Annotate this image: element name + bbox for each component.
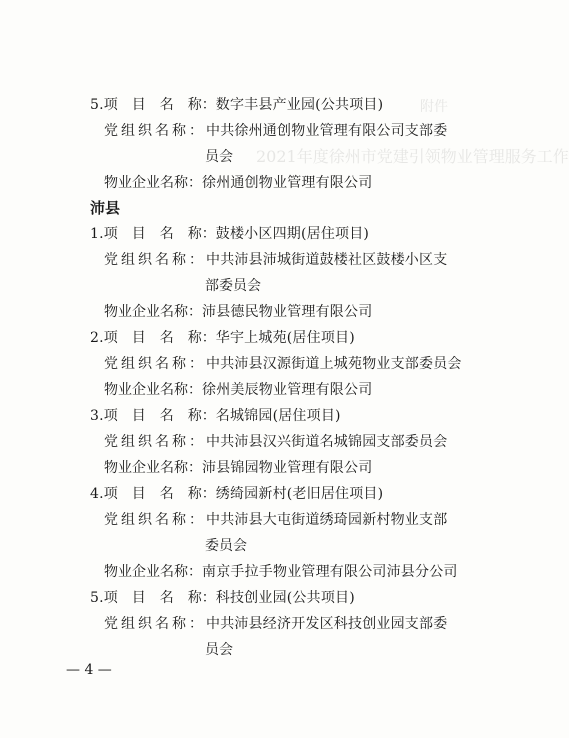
project-name-line: 1.项 目 名 称：鼓楼小区四期(居住项目) — [90, 226, 370, 242]
project-name-value: 科技创业园(公共项目) — [215, 590, 355, 606]
project-name-value: 数字丰县产业园(公共项目) — [215, 97, 384, 113]
party-org-line: 党组织名称：中共沛县大屯街道绣琦园新村物业支部 — [104, 512, 448, 528]
project-name-line: 3.项 目 名 称：名城锦园(居住项目) — [90, 408, 341, 424]
party-org-line: 党组织名称：中共沛县经济开发区科技创业园支部委 — [104, 616, 448, 632]
property-company-line: 物业企业名称：沛县锦园物业管理有限公司 — [104, 460, 373, 476]
project-name-value: 鼓楼小区四期(居住项目) — [215, 226, 370, 242]
property-company-line: 物业企业名称：南京手拉手物业管理有限公司沛县分公司 — [104, 564, 458, 580]
party-org-line: 党组织名称：中共徐州通创物业管理有限公司支部委 — [104, 123, 448, 139]
party-org-line: 党组织名称：中共沛县汉兴街道名城锦园支部委员会 — [104, 434, 448, 450]
project-name-line: 5.项 目 名 称：科技创业园(公共项目) — [90, 590, 355, 606]
property-company-line: 物业企业名称：徐州通创物业管理有限公司 — [104, 175, 373, 191]
party-org-continuation: 员会 — [205, 149, 233, 165]
project-name-line: 4.项 目 名 称：绣绮园新村(老旧居住项目) — [90, 486, 384, 502]
county-heading: 沛县 — [90, 199, 121, 217]
party-org-value: 中共沛县大屯街道绣琦园新村物业支部 — [206, 512, 448, 528]
property-company-value: 沛县德民物业管理有限公司 — [202, 304, 373, 320]
property-company-line: 物业企业名称：徐州美辰物业管理有限公司 — [104, 382, 373, 398]
page-number: — 4 — — [66, 662, 112, 678]
party-org-continuation: 部委员会 — [205, 278, 261, 294]
project-name-line: 5.项 目 名 称：数字丰县产业园(公共项目) — [90, 97, 384, 113]
party-org-continuation: 委员会 — [205, 538, 247, 554]
project-name-value: 名城锦园(居住项目) — [215, 408, 341, 424]
party-org-value: 中共沛县经济开发区科技创业园支部委 — [206, 616, 448, 632]
party-org-line: 党组织名称：中共沛县汉源街道上城苑物业支部委员会 — [104, 356, 462, 372]
project-name-line: 2.项 目 名 称：华宇上城苑(居住项目) — [90, 330, 355, 346]
bleed-through-text: 附件 — [420, 99, 448, 115]
property-company-value: 沛县锦园物业管理有限公司 — [202, 460, 373, 476]
property-company-value: 徐州通创物业管理有限公司 — [202, 175, 373, 191]
party-org-continuation: 员会 — [205, 642, 233, 658]
project-name-value: 华宇上城苑(居住项目) — [215, 330, 355, 346]
party-org-value: 中共徐州通创物业管理有限公司支部委 — [206, 123, 448, 139]
property-company-value: 徐州美辰物业管理有限公司 — [202, 382, 373, 398]
project-name-value: 绣绮园新村(老旧居住项目) — [215, 486, 384, 502]
party-org-value: 中共沛县汉兴街道名城锦园支部委员会 — [206, 434, 448, 450]
party-org-line: 党组织名称：中共沛县沛城街道鼓楼社区鼓楼小区支 — [104, 252, 448, 268]
bleed-through-text: 2021年度徐州市党建引领物业管理服务工作 — [256, 147, 569, 166]
property-company-value: 南京手拉手物业管理有限公司沛县分公司 — [202, 564, 458, 580]
party-org-value: 中共沛县汉源街道上城苑物业支部委员会 — [206, 356, 462, 372]
party-org-value: 中共沛县沛城街道鼓楼社区鼓楼小区支 — [206, 252, 448, 268]
property-company-line: 物业企业名称：沛县德民物业管理有限公司 — [104, 304, 373, 320]
